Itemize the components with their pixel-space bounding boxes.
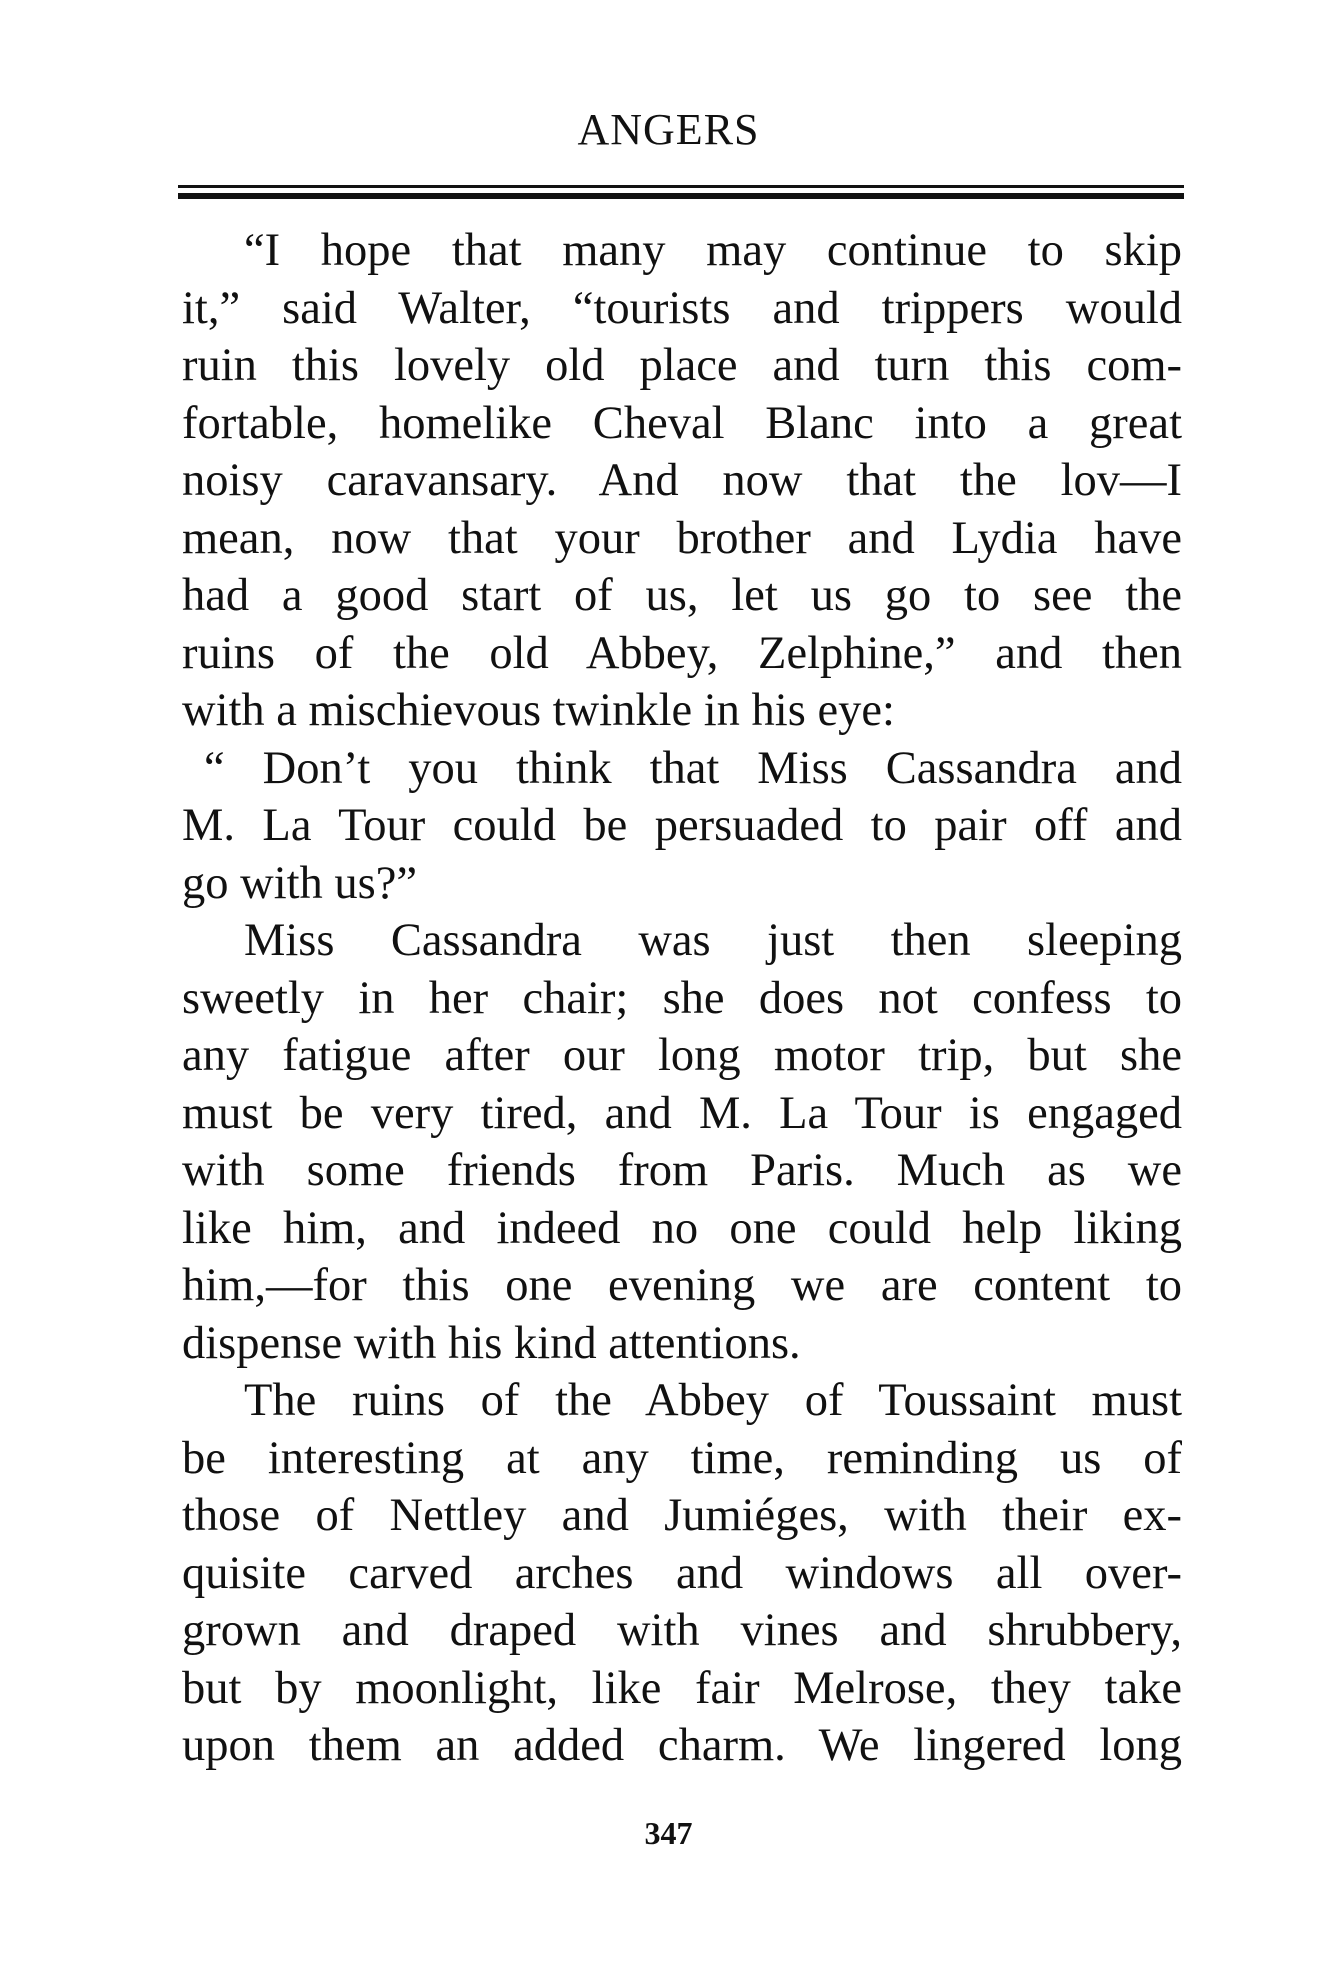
text-line: go with us?” xyxy=(182,857,418,909)
header-double-rule xyxy=(178,185,1184,201)
text-line: “ Don’t you think that Miss Cassandra and xyxy=(204,742,1182,794)
text-line: upon them an added charm. We lingered long xyxy=(182,1720,1182,1771)
body-text xyxy=(182,222,1182,1775)
text-line: sweetly in her chair; she does not confess to xyxy=(182,972,1182,1024)
text-line: Miss Cassandra was just then sleeping xyxy=(244,915,1182,966)
text-line: dispense with his kind attentions. xyxy=(182,1317,801,1369)
text-line: The ruins of the Abbey of Toussaint must xyxy=(244,1375,1182,1426)
text-line: those of Nettley and Jumiéges, with their ex- xyxy=(182,1490,1182,1541)
text-line: noisy caravansary. And now that the lov—I xyxy=(182,455,1182,506)
rule-thick xyxy=(178,193,1184,199)
text-line: him,—for this one evening we are content to xyxy=(182,1260,1182,1311)
text-line: quisite carved arches and windows all over- xyxy=(182,1547,1182,1599)
text-line: mean, now that your brother and Lydia have xyxy=(182,512,1182,564)
text-line: fortable, homelike Cheval Blanc into a great xyxy=(182,397,1182,449)
text-line: ruins of the old Abbey, Zelphine,” and then xyxy=(182,627,1182,679)
text-line: M. La Tour could be persuaded to pair off and xyxy=(182,800,1182,851)
text-line: must be very tired, and M. La Tour is engaged xyxy=(182,1087,1182,1139)
text-line: like him, and indeed no one could help liking xyxy=(182,1202,1182,1254)
text-line: be interesting at any time, reminding us of xyxy=(182,1432,1182,1484)
text-line: any fatigue after our long motor trip, but she xyxy=(182,1030,1182,1081)
text-line: had a good start of us, let us go to see the xyxy=(182,570,1182,621)
text-line: ruin this lovely old place and turn this com- xyxy=(182,340,1182,391)
text-line: but by moonlight, like fair Melrose, they take xyxy=(182,1662,1182,1714)
text-line: with a mischievous twinkle in his eye: xyxy=(182,685,895,736)
text-line: grown and draped with vines and shrubbery, xyxy=(182,1605,1182,1656)
text-line: it,” said Walter, “tourists and trippers would xyxy=(182,282,1182,334)
text-line: with some friends from Paris. Much as we xyxy=(182,1145,1182,1196)
running-head: ANGERS xyxy=(577,105,760,154)
page-number: 347 xyxy=(644,1815,693,1851)
rule-thin xyxy=(178,185,1184,188)
text-line: “I hope that many may continue to skip xyxy=(244,225,1182,276)
